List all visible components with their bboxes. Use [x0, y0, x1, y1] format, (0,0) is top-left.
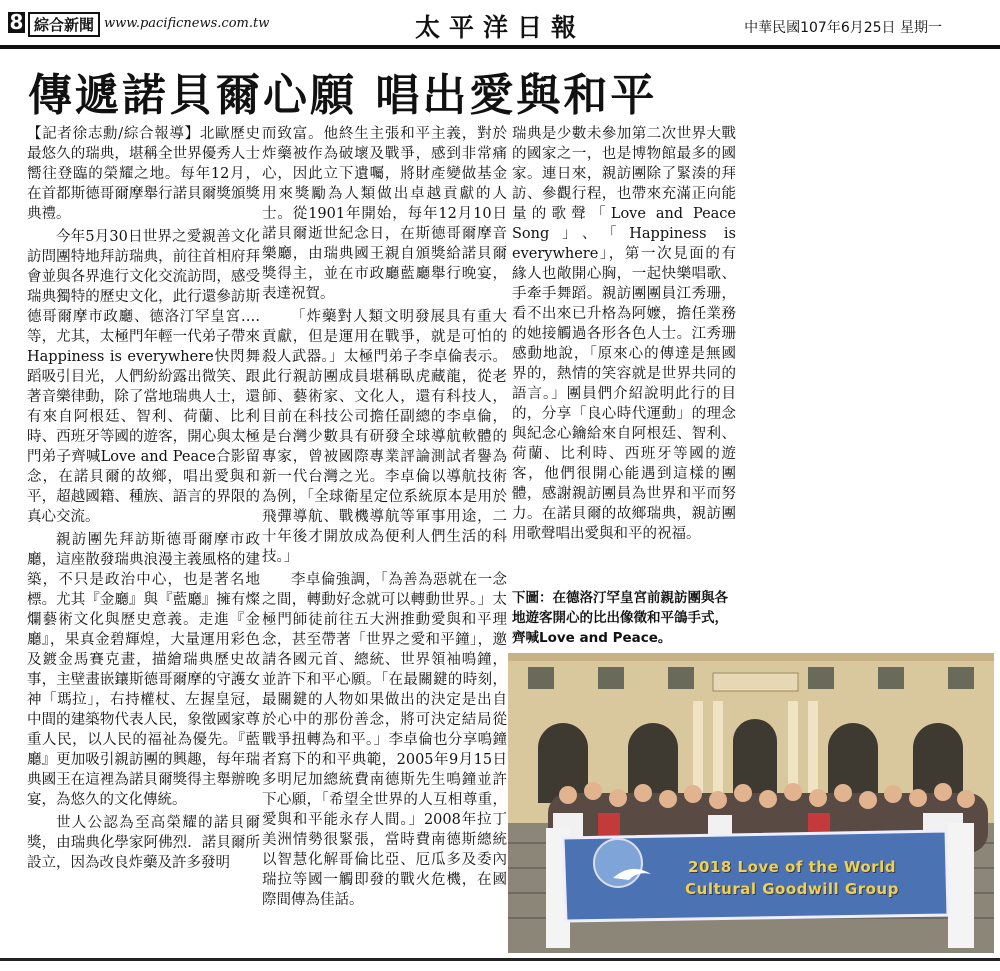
photo-caption: 下圖：在德洛汀罕皇宮前親訪團與各地遊客開心的比出像徵和平鴿手式，齊喊Love and Peace。: [512, 590, 728, 646]
group-photo: [508, 653, 994, 953]
paragraph: 「炸藥對人類文明發展具有重大貢獻，但是運用在戰爭，就是可怕的殺人武器。」太極門弟子李卓倫表示。此行親訪團成員堪稱臥虎藏龍，從老師、藝術家、文化人，還有科技人，目前在科技公司擔任副總的李卓倫，是台灣少數具有研發全球導航軟體的專家，曾被國際專業評論測試者譽為新一代台灣之光。李卓倫以導航技術為例，「全球衛星定位系統原本是用於飛彈導航、戰機導航等軍事用途，二十年後才開放成為便利人們生活的科技。」: [262, 309, 507, 565]
paragraph: 瑞典是少數未參加第二次世界大戰的國家之一，也是博物館最多的國家。連日來，親訪團除了緊湊的拜訪、參觀行程，也帶來充滿正向能量的歌聲「Love and Peace Song」、「Happiness is everywhere」，第一次見面的有緣人也敞開心胸，一起快樂唱歌、手牽手舞蹈。親訪團團員江秀珊，看不出來已升格為阿嬤，擔任業務的她接觸過各形各色人士。江秀珊感動地說，「原來心的傳達是無國界的，熱情的笑容就是世界共同的語言。」團員們介紹說明此行的目的，分享「良心時代運動」的理念與紀念心鑰給來自阿根廷、智利、荷蘭、比利時、西班牙等國的遊客，他們很開心能遇到這樣的團體，感謝親訪團員為世界和平而努力。在諾貝爾的故鄉瑞典，親訪團用歌聲唱出愛與和平的祝福。: [512, 126, 736, 542]
paragraph: 李卓倫強調，「為善為惡就在一念之間，轉動好念就可以轉動世界。」太極門師徒前往五大洲推動愛與和平理念，甚至帶著「世界之愛和平鐘」，邀請各國元首、總統、世界領袖鳴鐘，並許下和平心願。「在最關鍵的時刻，最關鍵的人物如果做出的決定是出自於心中的那份善念，將可決定結局從戰爭扭轉為和平。」李卓倫也分享鳴鐘者寫下的和平典範，2005年9月15日多明尼加總統費南德斯先生鳴鐘並許下心願，「希望全世界的人互相尊重，愛與和平能永存人間。」2008年拉丁美洲情勢很緊張，當時費南德斯總統以智慧化解哥倫比亞、厄瓜多及委內瑞拉等國一觸即發的戰火危機，在國際間傳為佳話。: [262, 572, 507, 908]
paragraph: 親訪團先拜訪斯德哥爾摩市政廳，這座散發瑞典浪漫主義風格的建築，不只是政治中心，也是著名地標。尤其『金廳』與『藍廳』擁有燦爛藝術文化與歷史意義。走進『金廳』，果真金碧輝煌，大量運用彩色及鍍金馬賽克畫，描繪瑞典歷史故事，主壁畫嵌鑲斯德哥爾摩的守護女神「瑪拉」，右持權杖、左握皇冠，中間的建築物代表人民，象徵國家尊重人民，以人民的福祉為優先。『藍廳』更加吸引親訪團的興趣，每年瑞典國王在這裡為諾貝爾獎得主舉辦晚宴，為悠久的文化傳統。: [27, 532, 260, 808]
paragraph: 今年5月30日世界之愛親善文化訪問團特地拜訪瑞典，前往首相府拜會並與各界進行文化交流訪問，感受瑞典獨特的歷史文化，此行還參訪斯德哥爾摩市政廳、德洛汀罕皇宮….等，尤其，太極門年輕一代弟子帶來Happiness is everywhere快閃舞蹈吸引目光，人們紛紛露出微笑、跟著音樂律動，除了當地瑞典人士，還有來自阿根廷、智利、荷蘭、比利時、西班牙等國的遊客，開心與太極門弟子齊喊Love and Peace合影留念，在諾貝爾的故鄉，唱出愛與和平，超越國籍、種族、語言的界限的真心交流。: [27, 229, 260, 525]
banner-text: [647, 856, 937, 900]
issue-date: 中華民國107年6月25日 星期一: [744, 20, 942, 36]
article-column-1: [27, 124, 260, 944]
newspaper-name: 太平洋日報: [415, 13, 586, 42]
article-headline: 傳遞諾貝爾心願 唱出愛與和平: [28, 70, 658, 121]
article-column-3: [512, 124, 736, 569]
banner-line-2: Cultural Goodwill Group: [685, 880, 899, 898]
palace-photo-illustration: [508, 653, 994, 953]
page-number: 8: [9, 10, 24, 34]
paragraph: 【記者徐志勳/綜合報導】北歐歷史最悠久的瑞典，堪稱全世界優秀人士嚮往登臨的榮耀之地。每年12月，在首都斯德哥爾摩舉行諾貝爾獎頒獎典禮。: [27, 126, 260, 222]
paragraph: 世人公認為至高榮耀的諾貝爾獎，由瑞典化學家阿佛烈．諾貝爾所設立，因為改良炸藥及許多發明: [27, 815, 260, 871]
bottom-rule: [0, 958, 1000, 961]
section-label: 綜合新聞: [28, 12, 100, 37]
masthead-rule: [0, 45, 1000, 49]
site-url[interactable]: www.pacificnews.com.tw: [104, 16, 270, 31]
masthead: [0, 0, 1000, 48]
paragraph: 而致富。他終生主張和平主義，對於炸藥被作為破壞及戰爭，感到非常痛心，因此立下遺囑，將財產變做基金用來獎勵為人類做出卓越貢獻的人士。從1901年開始，每年12月10日諾貝爾逝世紀念日，在斯德哥爾摩音樂廳，由瑞典國王親自頒獎給諾貝爾獎得主，並在市政廳藍廳舉行晚宴，表達祝賀。: [262, 126, 507, 302]
article-column-2: [262, 124, 507, 944]
banner-line-1: 2018 Love of the World: [688, 858, 896, 876]
